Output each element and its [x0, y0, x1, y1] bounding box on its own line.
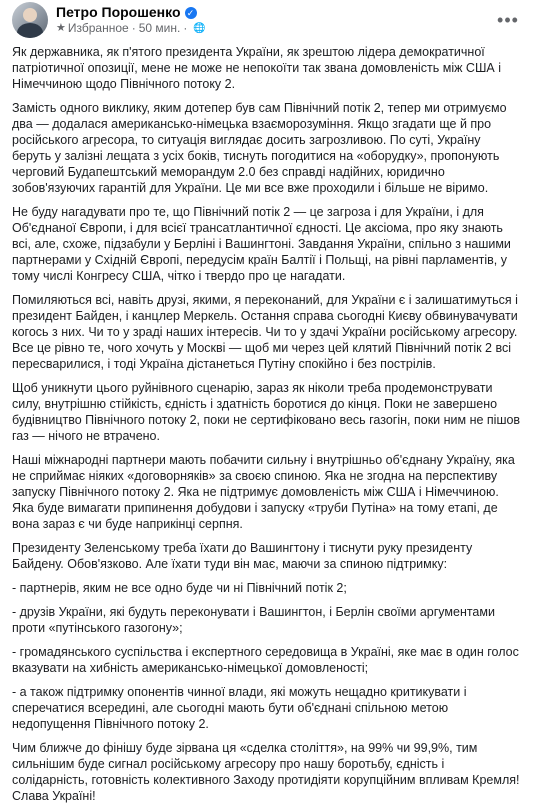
author-row	[56, 4, 206, 21]
more-options-button[interactable]	[494, 6, 522, 34]
post-time[interactable]: 50 мин.	[138, 21, 181, 35]
post-list-item-2: - друзів України, які будуть переконувати і Вашингтон, і Берлін своїми аргументами проти «путінського газогону»;	[12, 605, 495, 635]
post-list-item-3: - громадянського суспільства і експертного середовища в Україні, яке має в один голос вказувати на хибність американсько-німецької домовленості;	[12, 645, 519, 675]
post-header	[12, 0, 522, 39]
globe-icon: 🌐	[193, 23, 206, 34]
author-name[interactable]: Петро Порошенко	[56, 4, 181, 20]
post-subtitle	[56, 21, 206, 36]
author-avatar[interactable]	[12, 2, 48, 38]
post-body	[12, 44, 522, 804]
post-paragraph-5: Щоб уникнути цього руйнівного сценарію, зараз як ніколи треба продемонструвати силу, внутрішню стійкість, єдність і здатність боротися до кінця. Поки не завершено будівництво Північного потоку 2, поки не сертифіковано весь газогін, поки ним не пішов газ — нічого не втрачено.	[12, 381, 521, 443]
audience-label: Избранное	[67, 21, 129, 35]
post-paragraph-2: Замість одного виклику, яким дотепер був сам Північний потік 2, тепер ми отримуємо два — додалася американсько-німецька взаєморозуміння. Якщо згадати ще й про російського агресора, то ситуація виглядає досить загрозливою. По суті, Україну беруть у залізні лещата з усіх боків, тиснуть погодитися на «оборудку», пропонують черговий Будапештський меморандум 2.0 без справді надійних, юридично зобов'язуючих гарантій для України. Це ми все вже проходили і більше не віримо.	[12, 101, 507, 195]
separator-dot: ·	[183, 21, 188, 35]
separator-dot: ·	[131, 21, 136, 35]
post-paragraph-final: Чим ближче до фінішу буде зірвана ця «сделка століття», на 99% чи 99,9%, тим сильнішим буде сигнал російському агресору про нашу боротьбу, єдність і солідарність, готовність колективного Заходу протидіяти корупційним впливам Кремля! Слава Україні!	[12, 741, 520, 803]
post-meta	[56, 4, 206, 36]
verified-badge-icon: ✓	[185, 7, 197, 19]
post-paragraph-3: Не буду нагадувати про те, що Північний потік 2 — це загроза і для України, і для Об'єднаної Європи, і для всієї трансатлантичної єдності. Це аксіома, про яку знають всі, але, схоже, підзабули у Берліні і Вашингтоні. Завдання України, спільно з нашими партнерами у Східній Європі, передусім країн Балтії і Польщі, на рівні парламентів, у тому числі Конгресу США, чітко і твердо про це нагадати.	[12, 205, 511, 283]
post-list-item-4: - а також підтримку опонентів чинної влади, які можуть нещадно критикувати і сперечатися всередині, але сьогодні мають бути об'єднані спільною метою недопущення Північного потоку 2.	[12, 685, 467, 731]
more-horizontal-icon: •••	[497, 9, 519, 30]
post-paragraph-1: Як державника, як п'ятого президента України, як зрештою лідера демократичної патріотичної опозиції, мене не може не непокоїти так звана домовленість між США і Німеччиною щодо Північного потоку 2.	[12, 45, 502, 91]
post-list-item-1: - партнерів, яким не все одно буде чи ні Північний потік 2;	[12, 581, 347, 595]
post-paragraph-4: Помиляються всі, навіть друзі, якими, я переконаний, для України є і залишатимуться і президент Байден, і канцлер Меркель. Остання справа сьогодні Києву обвинувачувати когось з них. Чи то у зраді наших інтересів. Чи то у здачі України російському агресору. Все це рівно те, чого хочуть у Москві — щоб ми через цей клятий Північний потік 2 всі пересварилися, і тоді Україна дістанеться Путіну спокійно і без пострілів.	[12, 293, 518, 371]
star-icon: ★	[56, 22, 66, 34]
post-paragraph-7: Президенту Зеленському треба їхати до Вашингтону і тиснути руку президенту Байдену. Обов'язково. Але їхати туди він має, маючи за спиною підтримку:	[12, 541, 473, 571]
post-paragraph-6: Наші міжнародні партнери мають побачити сильну і внутрішньо об'єднану Україну, яка не сприймає ніяких «договорняків» за своєю спиною. Яка не згодна на перспективу запуску Північного потоку 2. Яка не підтримує домовленість між США і Німеччиною. Яка буде вимагати припинення добудови і запуску «труби Путіна» на тому етапі, де вона зараз є чи буде наприкінці серпня.	[12, 453, 515, 531]
